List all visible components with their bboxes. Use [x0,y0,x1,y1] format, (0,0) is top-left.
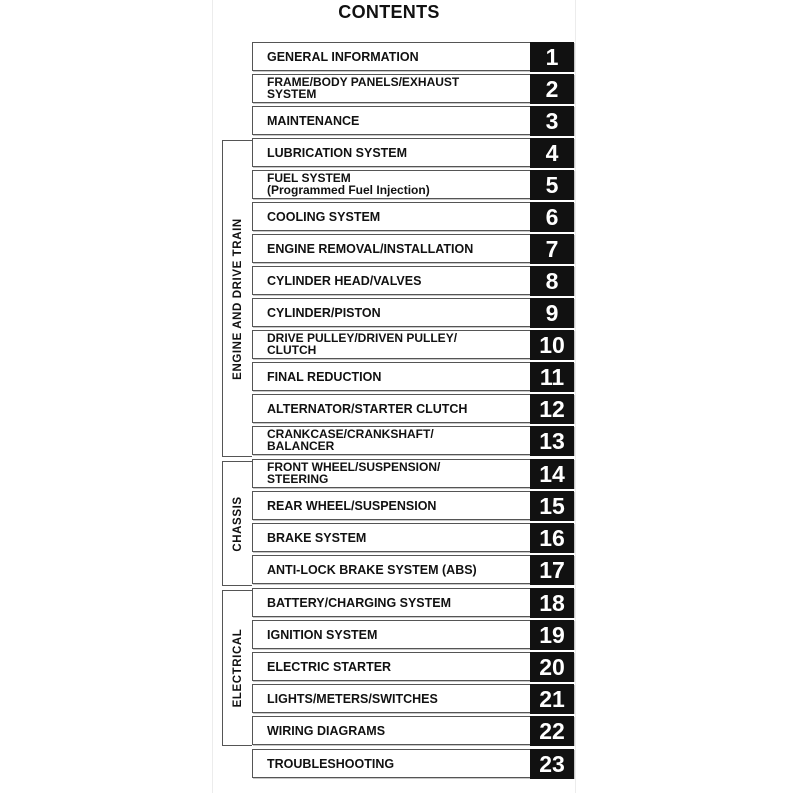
group-label: ENGINE AND DRIVE TRAIN [231,217,244,380]
chapter-label: MAINTENANCE [267,113,360,128]
chapter-label: IGNITION SYSTEM [267,627,378,642]
chapter-label: ELECTRIC STARTER [267,659,392,674]
chapter-row[interactable] [252,523,574,552]
chapter-number: 14 [530,459,574,489]
chapter-row[interactable] [252,266,574,295]
chapter-row[interactable] [252,74,574,103]
chapter-row[interactable] [252,459,574,488]
chapter-row[interactable] [252,426,574,455]
chapter-label: FRONT WHEEL/SUSPENSION/ STEERING [267,460,441,486]
chapter-number: 6 [530,202,574,232]
chapter-number: 3 [530,106,574,136]
chapter-number: 11 [530,362,574,392]
chapter-label: BATTERY/CHARGING SYSTEM [267,595,452,610]
chapter-number: 1 [530,42,574,72]
chapter-label: LIGHTS/METERS/SWITCHES [267,691,438,706]
group-label: CHASSIS [231,495,244,552]
chapter-row[interactable] [252,138,574,167]
chapter-row[interactable] [252,202,574,231]
chapter-label: WIRING DIAGRAMS [267,723,386,738]
chapter-label: FINAL REDUCTION [267,369,382,384]
chapter-label: CYLINDER/PISTON [267,305,381,320]
chapter-label: COOLING SYSTEM [267,209,381,224]
chapter-row[interactable] [252,106,574,135]
chapter-number: 15 [530,491,574,521]
chapter-label: CRANKCASE/CRANKSHAFT/ BALANCER [267,427,434,453]
chapter-number: 17 [530,555,574,585]
chapter-number: 18 [530,588,574,618]
chapter-row[interactable] [252,330,574,359]
chapter-label: FRAME/BODY PANELS/EXHAUST SYSTEM [267,75,460,101]
chapter-number: 9 [530,298,574,328]
chapter-number: 21 [530,684,574,714]
chapter-row[interactable] [252,362,574,391]
chapter-number: 19 [530,620,574,650]
chapter-number: 16 [530,523,574,553]
group-electrical [222,590,252,746]
chapter-row[interactable] [252,394,574,423]
chapter-row[interactable] [252,620,574,649]
chapter-label: GENERAL INFORMATION [267,49,419,64]
chapter-row[interactable] [252,491,574,520]
chapter-row[interactable] [252,652,574,681]
chapter-label: ALTERNATOR/STARTER CLUTCH [267,401,468,416]
chapter-label: REAR WHEEL/SUSPENSION [267,498,437,513]
chapter-row[interactable] [252,684,574,713]
group-label: ELECTRICAL [231,628,244,708]
chapter-label: ENGINE REMOVAL/INSTALLATION [267,241,474,256]
chapter-label: DRIVE PULLEY/DRIVEN PULLEY/ CLUTCH [267,331,458,357]
chapter-number: 10 [530,330,574,360]
chapter-row[interactable] [252,234,574,263]
group-chassis [222,461,252,586]
chapter-number: 13 [530,426,574,456]
chapter-label: BRAKE SYSTEM [267,530,367,545]
chapter-row[interactable] [252,42,574,71]
chapter-row[interactable] [252,170,574,199]
chapter-row[interactable] [252,749,574,778]
chapter-number: 20 [530,652,574,682]
chapter-number: 12 [530,394,574,424]
chapter-label: LUBRICATION SYSTEM [267,145,408,160]
chapter-label: ANTI-LOCK BRAKE SYSTEM (ABS) [267,562,477,577]
chapter-row[interactable] [252,298,574,327]
chapter-number: 4 [530,138,574,168]
chapter-number: 23 [530,749,574,779]
chapter-number: 2 [530,74,574,104]
chapter-number: 5 [530,170,574,200]
group-engine-drive-train [222,140,252,457]
chapter-number: 8 [530,266,574,296]
chapter-number: 22 [530,716,574,746]
chapter-label: FUEL SYSTEM (Programmed Fuel Injection) [267,171,430,197]
page-title: CONTENTS [338,2,440,22]
chapter-number: 7 [530,234,574,264]
chapter-label: CYLINDER HEAD/VALVES [267,273,422,288]
chapter-row[interactable] [252,588,574,617]
chapter-row[interactable] [252,716,574,745]
chapter-label: TROUBLESHOOTING [267,756,395,771]
chapter-row[interactable] [252,555,574,584]
